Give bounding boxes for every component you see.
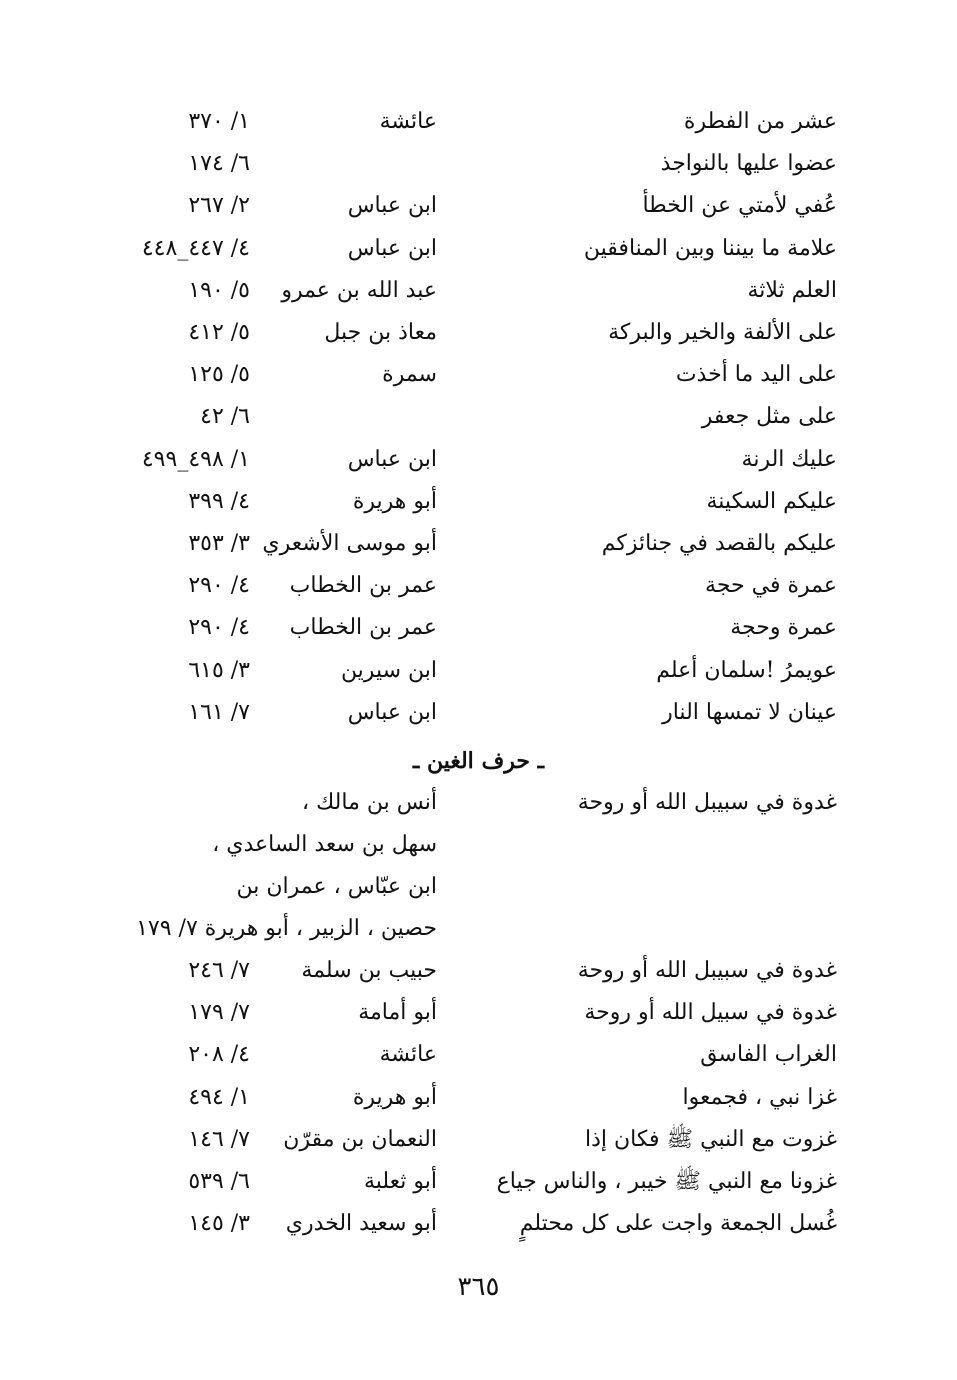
volume-page-ref: ٤/ ٤٤٧_٤٤٨ bbox=[141, 235, 250, 261]
narrator-name: أبو أمامة bbox=[358, 1000, 437, 1026]
index-row bbox=[0, 1203, 957, 1245]
index-row bbox=[0, 270, 957, 312]
index-row bbox=[0, 228, 957, 270]
index-row bbox=[0, 481, 957, 523]
narrator-name: أبو هريرة bbox=[352, 1084, 437, 1110]
hadith-text: عمرة وحجة bbox=[730, 615, 837, 641]
narrator-name: عمر بن الخطاب bbox=[289, 573, 437, 599]
hadith-text: غدوة في سبيبل الله أو روحة bbox=[577, 958, 837, 983]
volume-page-ref: ٥/ ٤١٢ bbox=[188, 320, 250, 345]
hadith-text: عُفي لأمتي عن الخطأ bbox=[642, 193, 837, 219]
narrator-name: عمر بن الخطاب bbox=[289, 615, 437, 641]
index-row bbox=[0, 950, 957, 992]
volume-page-ref: ٧/ ١٤٦ bbox=[188, 1126, 250, 1152]
narrator-name: حبيب بن سلمة bbox=[301, 958, 437, 983]
volume-page-ref: ٧/ ٢٤٦ bbox=[188, 958, 250, 983]
page-number: ٣٦٥ bbox=[457, 1272, 500, 1302]
hadith-text: عويمرُ !سلمان أعلم bbox=[656, 657, 837, 683]
hadith-text: عينان لا تمسها النار bbox=[662, 699, 837, 725]
hadith-text: عليك الرنة bbox=[741, 446, 837, 472]
hadith-text: عمرة في حجة bbox=[705, 573, 837, 599]
volume-page-ref: ٧/ ١٦١ bbox=[188, 699, 250, 725]
hadith-text: الغراب الفاسق bbox=[700, 1042, 837, 1068]
index-row bbox=[0, 185, 957, 227]
index-row bbox=[0, 1034, 957, 1076]
volume-page-ref: ٧/ ١٧٩ bbox=[188, 1000, 250, 1026]
narrator-name: ابن سيرين bbox=[340, 657, 437, 683]
narrator-name: أبو هريرة bbox=[352, 488, 437, 514]
volume-page-ref: ١/ ٤٩٤ bbox=[188, 1084, 250, 1110]
volume-page-ref: ١/ ٤٩٨_٤٩٩ bbox=[141, 446, 250, 472]
volume-page-ref: ٤/ ٣٩٩ bbox=[188, 488, 250, 514]
hadith-text: غزا نبي ، فجمعوا bbox=[682, 1084, 837, 1110]
volume-page-ref: ٦/ ٥٣٩ bbox=[188, 1169, 250, 1194]
hadith-text: غُسل الجمعة واجت على كل محتلمٍ bbox=[519, 1211, 837, 1237]
index-row bbox=[0, 1077, 957, 1119]
narrator-name: عائشة bbox=[379, 109, 437, 134]
narrator-name: عائشة bbox=[379, 1042, 437, 1068]
index-row bbox=[0, 992, 957, 1034]
index-row bbox=[0, 692, 957, 734]
narrator-name: معاذ بن جبل bbox=[324, 320, 437, 345]
narrator-line: ابن عبّاس ، عمران بن bbox=[236, 874, 437, 899]
volume-page-ref: ٥/ ١٩٠ bbox=[188, 277, 250, 303]
narrator-line: حصين ، الزبير ، أبو هريرة ٧/ ١٧٩ bbox=[136, 916, 437, 941]
narrator-name: عبد الله بن عمرو bbox=[281, 277, 437, 303]
volume-page-ref: ٥/ ١٢٥ bbox=[188, 362, 250, 388]
section-heading: ـ حرف الغين ـ bbox=[412, 748, 545, 774]
volume-page-ref: ٦/ ٤٢ bbox=[200, 404, 250, 430]
narrator-name: ابن عباس bbox=[347, 446, 437, 472]
narrator-name: ابن عباس bbox=[347, 193, 437, 219]
narrator-name: ابن عباس bbox=[347, 699, 437, 725]
index-row bbox=[0, 396, 957, 438]
narrator-name: النعمان بن مقرّن bbox=[283, 1126, 437, 1152]
narrator-name: سمرة bbox=[382, 362, 437, 388]
narrator-name: أبو ثعلبة bbox=[363, 1169, 437, 1194]
hadith-text: عليكم السكينة bbox=[706, 488, 837, 514]
hadith-text: غدوة في سبيل الله أو روحة bbox=[584, 1000, 837, 1026]
index-row bbox=[0, 1119, 957, 1161]
hadith-text: غزونا مع النبي ﷺ خيبر ، والناس جياع bbox=[496, 1169, 837, 1194]
index-row bbox=[0, 354, 957, 396]
volume-page-ref: ٤/ ٢٩٠ bbox=[188, 615, 250, 641]
index-row bbox=[0, 439, 957, 481]
volume-page-ref: ١/ ٣٧٠ bbox=[188, 109, 250, 134]
index-row bbox=[0, 523, 957, 565]
narrator-list bbox=[57, 782, 437, 950]
hadith-text: العلم ثلاثة bbox=[747, 277, 837, 303]
hadith-text: عشر من الفطرة bbox=[683, 109, 837, 134]
index-row bbox=[0, 143, 957, 185]
hadith-text: عليكم بالقصد في جنائزكم bbox=[601, 531, 837, 556]
hadith-text: غزوت مع النبي ﷺ فكان إذا bbox=[585, 1126, 837, 1152]
narrator-name: أبو موسى الأشعري bbox=[262, 531, 437, 556]
index-row bbox=[0, 101, 957, 143]
index-row bbox=[0, 312, 957, 354]
index-row bbox=[0, 607, 957, 649]
index-row bbox=[0, 650, 957, 692]
volume-page-ref: ٣/ ٣٥٣ bbox=[188, 531, 250, 556]
volume-page-ref: ٤/ ٢٠٨ bbox=[188, 1042, 250, 1068]
hadith-text: على مثل جعفر bbox=[701, 404, 837, 430]
hadith-text: على اليد ما أخذت bbox=[675, 362, 837, 388]
narrator-name: ابن عباس bbox=[347, 235, 437, 261]
hadith-text: على الألفة والخير والبركة bbox=[608, 320, 837, 345]
hadith-text: عضوا عليها بالنواجذ bbox=[660, 151, 837, 177]
volume-page-ref: ٤/ ٢٩٠ bbox=[188, 573, 250, 599]
narrator-line: أنس بن مالك ، bbox=[302, 790, 437, 815]
index-row bbox=[0, 1161, 957, 1203]
volume-page-ref: ٢/ ٢٦٧ bbox=[188, 193, 250, 219]
index-row bbox=[0, 565, 957, 607]
hadith-text: غدوة في سبيبل الله أو روحة bbox=[577, 790, 837, 815]
hadith-text: علامة ما بيننا وبين المنافقين bbox=[583, 235, 837, 261]
volume-page-ref: ٣/ ١٤٥ bbox=[188, 1211, 250, 1237]
narrator-line: سهل بن سعد الساعدي ، bbox=[212, 832, 437, 857]
volume-page-ref: ٣/ ٦١٥ bbox=[188, 657, 250, 683]
narrator-name: أبو سعيد الخدري bbox=[285, 1211, 437, 1237]
volume-page-ref: ٦/ ١٧٤ bbox=[188, 151, 250, 177]
